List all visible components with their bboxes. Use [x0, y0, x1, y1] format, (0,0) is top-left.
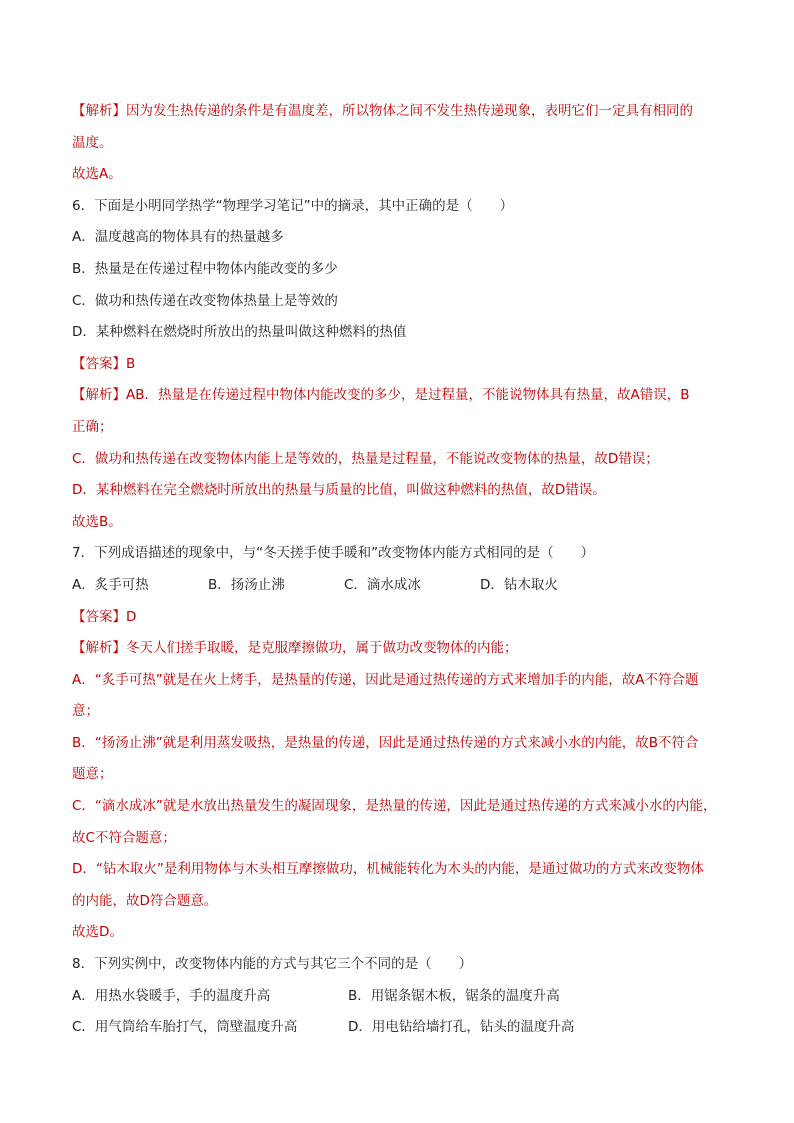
q8-option-a: A．用热水袋暖手，手的温度升高: [72, 987, 271, 1004]
q7-analysis-d-line-1: D．“钻木取火”是利用物体与木头相互摩擦做功，机械能转化为木头的内能，是通过做功的方式来改变物体: [72, 861, 704, 878]
q6-option-c: C．做功和热传递在改变物体热量上是等效的: [72, 292, 338, 309]
q7-analysis-c-line-2: 故C不符合题意；: [72, 829, 176, 846]
answer-label: 【答案】: [72, 355, 126, 372]
analysis-text: 冬天人们搓手取暖，是克服摩擦做功，属于做功改变物体的内能；: [126, 640, 518, 657]
q6-answer: [72, 349, 722, 381]
analysis-text: AB．热量是在传递过程中物体内能改变的多少，是过程量，不能说物体具有热量，故A错误，B: [126, 387, 690, 404]
answer-value: B: [126, 355, 136, 372]
answer-label: 【答案】: [72, 608, 126, 625]
q6-conclusion: 故选B。: [72, 513, 122, 530]
q7-option-c: C．滴水成冰: [344, 576, 421, 593]
analysis-label: 【解析】: [72, 640, 126, 657]
q7-option-a: A．炙手可热: [72, 576, 149, 593]
q6-analysis-ab-line-2: 正确；: [72, 418, 113, 435]
prev-analysis-line-2: 温度。: [72, 134, 113, 151]
q6-analysis-c: C．做功和热传递在改变物体内能上是等效的，热量是过程量，不能说改变物体的热量，故D错误；: [72, 450, 659, 467]
q7-conclusion: 故选D。: [72, 924, 123, 941]
q6-analysis-ab-line-1: [72, 380, 722, 412]
q6-option-d: D．某种燃料在燃烧时所放出的热量叫做这种燃料的热值: [72, 324, 407, 341]
q8-option-d: D．用电钻给墙打孔，钻头的温度升高: [348, 1019, 575, 1036]
q6-stem: 6．下面是小明同学热学“物理学习笔记”中的摘录，其中正确的是（ ）: [72, 197, 514, 214]
q7-stem: 7．下列成语描述的现象中，与“冬天搓手使手暖和”改变物体内能方式相同的是（ ）: [72, 545, 595, 562]
q8-option-c: C．用气筒给车胎打气，筒壁温度升高: [72, 1019, 298, 1036]
q7-analysis-b-line-1: B．“扬汤止沸”就是利用蒸发吸热，是热量的传递，因此是通过热传递的方式来减小水的内能，故B不符合: [72, 734, 699, 751]
analysis-label: 【解析】: [72, 387, 126, 404]
q8-option-b: B．用锯条锯木板，锯条的温度升高: [348, 987, 560, 1004]
q7-option-d: D．钻木取火: [480, 576, 558, 593]
q7-options-row: [72, 570, 722, 602]
prev-analysis-line-1: [72, 96, 722, 128]
q6-option-a: A．温度越高的物体具有的热量越多: [72, 229, 284, 246]
q8-options-row-2: [72, 1012, 722, 1044]
q7-analysis-d-line-2: 的内能，故D符合题意。: [72, 892, 218, 909]
prev-conclusion: 故选A。: [72, 166, 122, 183]
q8-options-row-1: [72, 981, 722, 1013]
q6-option-b: B．热量是在传递过程中物体内能改变的多少: [72, 260, 338, 277]
q7-analysis-a-line-1: A．“炙手可热”就是在火上烤手，是热量的传递，因此是通过热传递的方式来增加手的内能，故A不符合题: [72, 671, 699, 688]
q7-analysis-c-line-1: C．“滴水成冰”就是水放出热量发生的凝固现象，是热量的传递，因此是通过热传递的方式来减小水的内能，: [72, 798, 717, 815]
q7-analysis-a-line-2: 意；: [72, 703, 99, 720]
q8-stem: 8．下列实例中，改变物体内能的方式与其它三个不同的是（ ）: [72, 956, 473, 973]
document-page: [72, 96, 722, 1044]
q7-analysis-intro: [72, 633, 722, 665]
q6-analysis-d: D．某种燃料在完全燃烧时所放出的热量与质量的比值，叫做这种燃料的热值，故D错误。: [72, 482, 606, 499]
answer-value: D: [126, 608, 137, 625]
q7-answer: [72, 602, 722, 634]
analysis-label: 【解析】: [72, 103, 126, 119]
q7-analysis-b-line-2: 题意；: [72, 766, 113, 783]
analysis-text: 因为发生热传递的条件是有温度差，所以物体之间不发生热传递现象，表明它们一定具有相同的: [126, 103, 693, 119]
q7-option-b: B．扬汤止沸: [208, 576, 285, 593]
